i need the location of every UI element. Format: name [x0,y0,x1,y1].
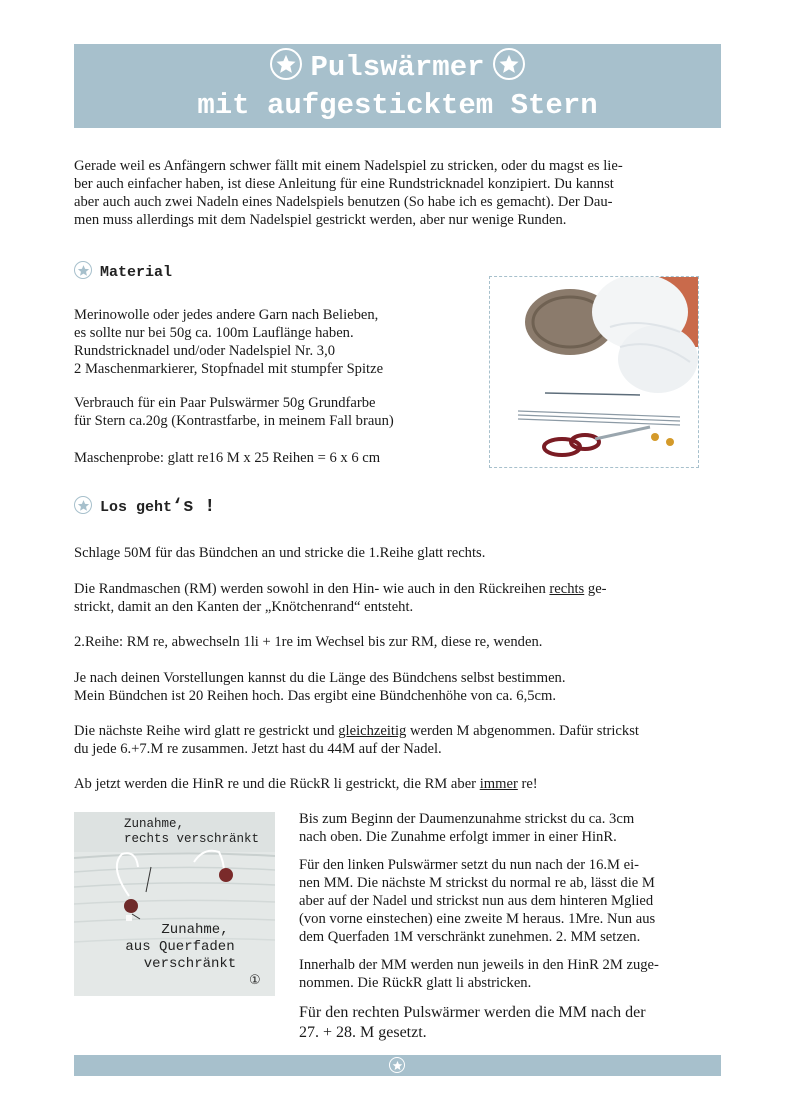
gauge-text: Maschenprobe: glatt re16 M x 25 Reihen = 6 x 6 cm [74,450,381,466]
material-heading: Material [74,263,172,283]
knitting-photo [74,812,275,996]
material-list: Merinowolle oder jedes andere Garn nach Belieben, es sollte nur bei 50g ca. 100m Lauflänge haben. Rundstricknadel und/oder Nadelspiel Nr. 3,0 2 Maschenmarkierer, Stopfnadel mit stumpfer Spitze [74,307,384,377]
footer-bar [74,1055,721,1076]
instruction-p6: Ab jetzt werden die HinR re und die RückR li gestrickt, die RM aber immer re! [74,776,538,792]
star-icon [493,48,525,80]
right-p4: Für den rechten Pulswärmer werden die MM nach der 27. + 28. M gesetzt. [299,1004,646,1041]
instruction-p2: Die Randmaschen (RM) werden sowohl in den Hin- wie auch in den Rückreihen rechts ge- strickt, damit an den Kanten der „Knötchenrand“ entsteht. [74,581,607,615]
instruction-p1: Schlage 50M für das Bündchen an und stricke die 1.Reihe glatt rechts. [74,545,486,561]
star-icon [389,1057,405,1073]
instruction-p3: 2.Reihe: RM re, abwechseln 1li + 1re im Wechsel bis zur RM, diese re, wenden. [74,634,543,650]
figure-number: ① [249,973,261,988]
material-usage: Verbrauch für ein Paar Pulswärmer 50g Grundfarbe für Stern ca.20g (Kontrastfarbe, in meinem Fall braun) [74,395,394,429]
label-bottom: Zunahme, aus Querfaden verschränkt [125,922,237,972]
yarn-and-tools-image [490,277,698,467]
star-icon [74,261,92,279]
page-title: Pulswärmer [310,51,485,84]
star-icon [270,48,302,80]
right-p3: Innerhalb der MM werden nun jeweils in den HinR 2M zuge- nommen. Die RückR glatt li abstricken. [299,957,659,991]
page-subtitle: mit aufgesticktem Stern [197,89,598,122]
material-photo [489,276,699,468]
instruction-p4: Je nach deinen Vorstellungen kannst du die Länge des Bündchens selbst bestimmen. Mein Bündchen ist 20 Reihen hoch. Das ergibt eine Bündchenhöhe von ca. 6,5cm. [74,670,566,704]
right-p2: Für den linken Pulswärmer setzt du nun nach der 16.M ei- nen MM. Die nächste M strickst du normal re ab, lässt die M aber auf der Nadel und strickst nun aus dem hinteren Mglied (von vorne einstechen) eine zweite M heraus. 1Mre. Nun aus dem Querfaden 1M verschränkt zunehmen. 2. MM setzen. [299,857,656,945]
intro-paragraph: Gerade weil es Anfängern schwer fällt mit einem Nadelspiel zu stricken, oder du magst es lie- ber auch einfacher haben, ist diese Anleitung für eine Rundstricknadel konzipiert. Du kannst aber auch auch zwei Nadeln eines Nadelspiels benutzen (So habe ich es gemacht). Der Dau- men muss allerdings mit dem Nadelspiel gestrickt werden, aber nur wenige Runden. [74,158,623,228]
title-banner [74,44,721,128]
los-heading: Los geht‘s ! [74,497,215,518]
star-icon [74,496,92,514]
right-p1: Bis zum Beginn der Daumenzunahme strickst du ca. 3cm nach oben. Die Zunahme erfolgt immer in einer HinR. [299,811,635,845]
label-top: Zunahme, rechts verschränkt [124,817,260,846]
instruction-p5: Die nächste Reihe wird glatt re gestrickt und gleichzeitig werden M abgenommen. Dafür strickst du jede 6.+7.M re zusammen. Jetzt hast du 44M auf der Nadel. [74,723,639,757]
